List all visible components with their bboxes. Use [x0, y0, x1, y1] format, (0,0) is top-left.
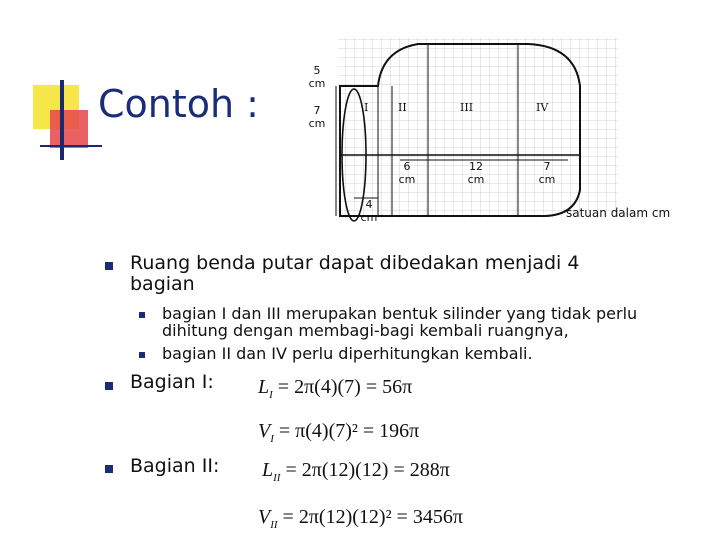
decor-red-square [50, 110, 88, 148]
dim-label-4cm: 4 cm [360, 198, 378, 224]
formula-V-I: $V_I = \pi(4)(7)^2 = 196\pi$ [258, 420, 420, 445]
bullet-marker [105, 262, 113, 270]
part-label-1: I [364, 101, 369, 114]
bullet-marker [105, 382, 113, 390]
dim-label-7cm: 7 cm [308, 104, 326, 130]
main-bullet-text: Ruang benda putar dapat dibedakan menjadi 4 bagian [130, 252, 580, 295]
bagian-2-label: Bagian II: [130, 455, 220, 477]
part-label-4: IV [536, 101, 549, 114]
formula-L-II-rhs: = 2π(12)(12) = 288π [285, 459, 450, 481]
dim-label-5cm: 5 cm [308, 64, 326, 90]
sub-bullet-text-1: bagian I dan III merupakan bentuk silinder yang tidak perlu dihitung dengan membagi-bagi kembali ruangnya, [162, 304, 638, 340]
dim-label-7cm-right: 7 cm [538, 160, 556, 186]
formula-L-I-rhs: = 2π(4)(7) = 56π [277, 376, 413, 398]
dim-label-6cm: 6 cm [398, 160, 416, 186]
decor-horizontal-line [40, 145, 102, 147]
dim-label-12cm: 12 cm [467, 160, 485, 186]
formula-L-I: $L_I = 2\pi(4)(7) = 56\pi$ [258, 376, 413, 401]
formula-V-I-rhs: = π(4)(7)² = 196π [278, 420, 420, 442]
sub-bullet-text-2: bagian II dan IV perlu diperhitungkan kembali. [162, 344, 533, 363]
sub-bullet-marker [139, 312, 145, 318]
bagian-1-label: Bagian I: [130, 371, 214, 393]
decor-vertical-line [60, 80, 64, 160]
slide-title: Contoh : [98, 82, 259, 126]
part-label-2: II [398, 101, 407, 114]
figure-grid [338, 38, 618, 218]
sub-bullet-marker [139, 352, 145, 358]
bullet-marker [105, 465, 113, 473]
formula-L-II: $L_{II} = 2\pi(12)(12) = 288\pi$ [262, 459, 450, 484]
formula-V-II-rhs: = 2π(12)(12)² = 3456π [282, 506, 463, 528]
formula-V-II: $V_{II} = 2\pi(12)(12)^2 = 3456\pi$ [258, 506, 463, 531]
part-label-3: III [460, 101, 474, 114]
unit-note: satuan dalam cm [566, 206, 671, 220]
